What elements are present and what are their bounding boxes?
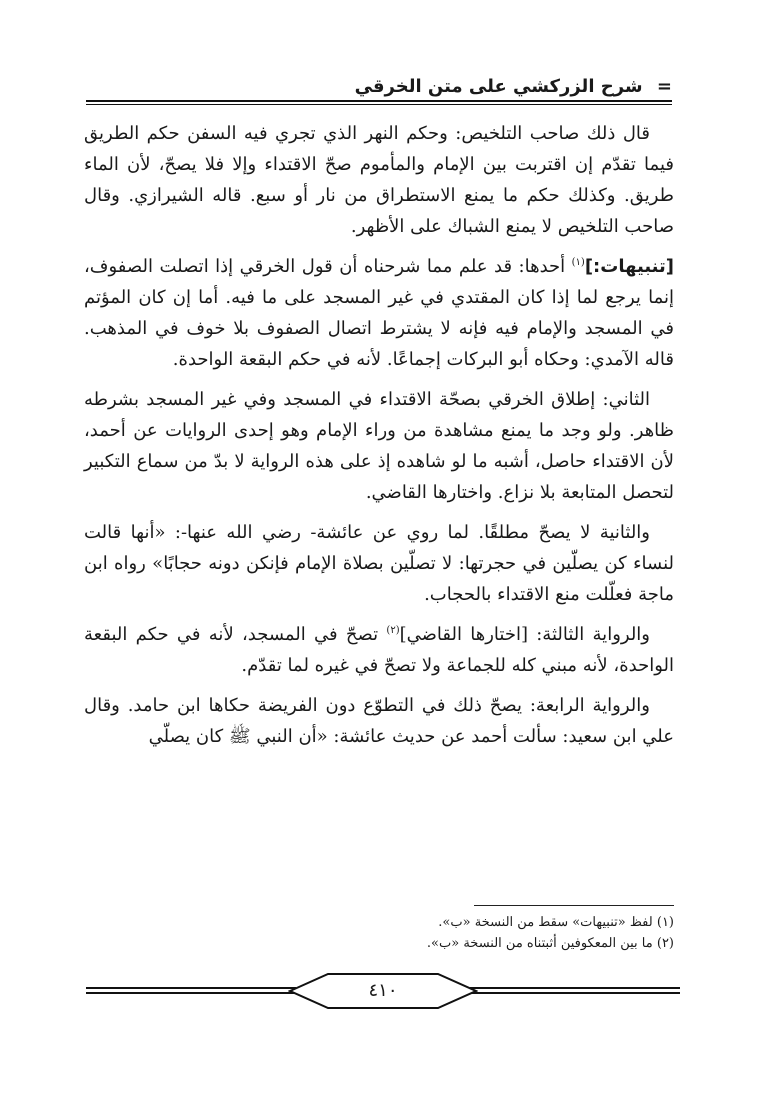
footer-rule-right: [470, 987, 680, 989]
footnote-2: (٢) ما بين المعكوفين أثبتناه من النسخة «ب».: [426, 936, 674, 951]
main-text: [84, 118, 674, 752]
paragraph-5-start: والرواية الثالثة: [اختارها القاضي]: [399, 624, 650, 645]
header-dash: =: [656, 76, 672, 97]
page-header: [86, 74, 672, 104]
paragraph-6: والرواية الرابعة: يصحّ ذلك في التطوّع دون الفريضة حكاها ابن حامد. وقال علي ابن سعيد: سألت أحمد عن حديث عائشة: «أن النبي ﷺ كان يصلّي: [84, 695, 674, 747]
header-rule-thin: [86, 104, 672, 105]
footnote-separator: [474, 905, 674, 906]
page-number: ٤١٠: [368, 980, 398, 1001]
footnote-1: (١) لفظ «تنبيهات» سقط من النسخة «ب».: [438, 915, 674, 930]
footnotes: [84, 912, 674, 954]
paragraph-4: والثانية لا يصحّ مطلقًا. لما روي عن عائشة- رضي الله عنها-: «أنها قالت لنساء كن يصلّين في حجرتها: لا تصلّين بصلاة الإمام فإنكن دونه حجابًا» رواه ابن ماجة فعلّلت منع الاقتداء بالحجاب.: [84, 522, 674, 605]
section-label: [تنبيهات:]: [584, 256, 674, 277]
paragraph-5-end: تصحّ في المسجد، لأنه في حكم البقعة الواحدة، لأنه مبني كله للجماعة ولا تصحّ في غيره لما تقدّم.: [84, 624, 674, 676]
paragraph-1: قال ذلك صاحب التلخيص: وحكم النهر الذي تجري فيه السفن حكم الطريق فيما تقدّم إن اقتربت بين الإمام والمأموم صحّ الاقتداء وإلا فلا يصحّ، لأن الماء طريق. وكذلك حكم ما يمنع الاستطراق من نار أو سبع. قاله الشيرازي. وقال صاحب التلخيص لا يمنع الشباك على الأظهر.: [84, 123, 674, 237]
paragraph-2-text: أحدها: قد علم مما شرحناه أن قول الخرقي إذا اتصلت الصفوف، إنما يرجع لما إذا كان المقتدي في غير المسجد على ما فيه. أما إن كان المؤتم في المسجد والإمام فيه فإنه لا يشترط اتصال الصفوف بلا خوف في المذهب. قاله الآمدي: وحكاه أبو البركات إجماعًا. لأنه في حكم البقعة الواحدة.: [84, 256, 674, 370]
footnote-ref-1[interactable]: (١): [571, 257, 585, 268]
page-number-frame: [288, 972, 478, 1010]
paragraph-2: [84, 251, 674, 375]
footer-rule-left: [86, 987, 296, 989]
header-rule: [86, 100, 672, 102]
running-head-title: شرح الزركشي على متن الخرقي: [354, 76, 643, 97]
paragraph-5: [84, 619, 674, 681]
paragraph-3: الثاني: إطلاق الخرقي بصحّة الاقتداء في المسجد وفي غير المسجد بشرطه ظاهر. ولو وجد ما يمنع مشاهدة من وراء الإمام وهو إحدى الروايات عن أحمد، لأن الاقتداء حاصل، أشبه ما لو شاهده إذ على هذه الرواية لا بدّ من سماع التكبير لتحصل المتابعة بلا نزاع. واختارها القاضي.: [84, 389, 674, 503]
running-head: [355, 76, 672, 98]
footer-rule-right-2: [470, 992, 680, 994]
footer-rule-left-2: [86, 992, 296, 994]
page-footer: [86, 972, 680, 1012]
footnote-ref-2[interactable]: (٢): [386, 625, 400, 636]
